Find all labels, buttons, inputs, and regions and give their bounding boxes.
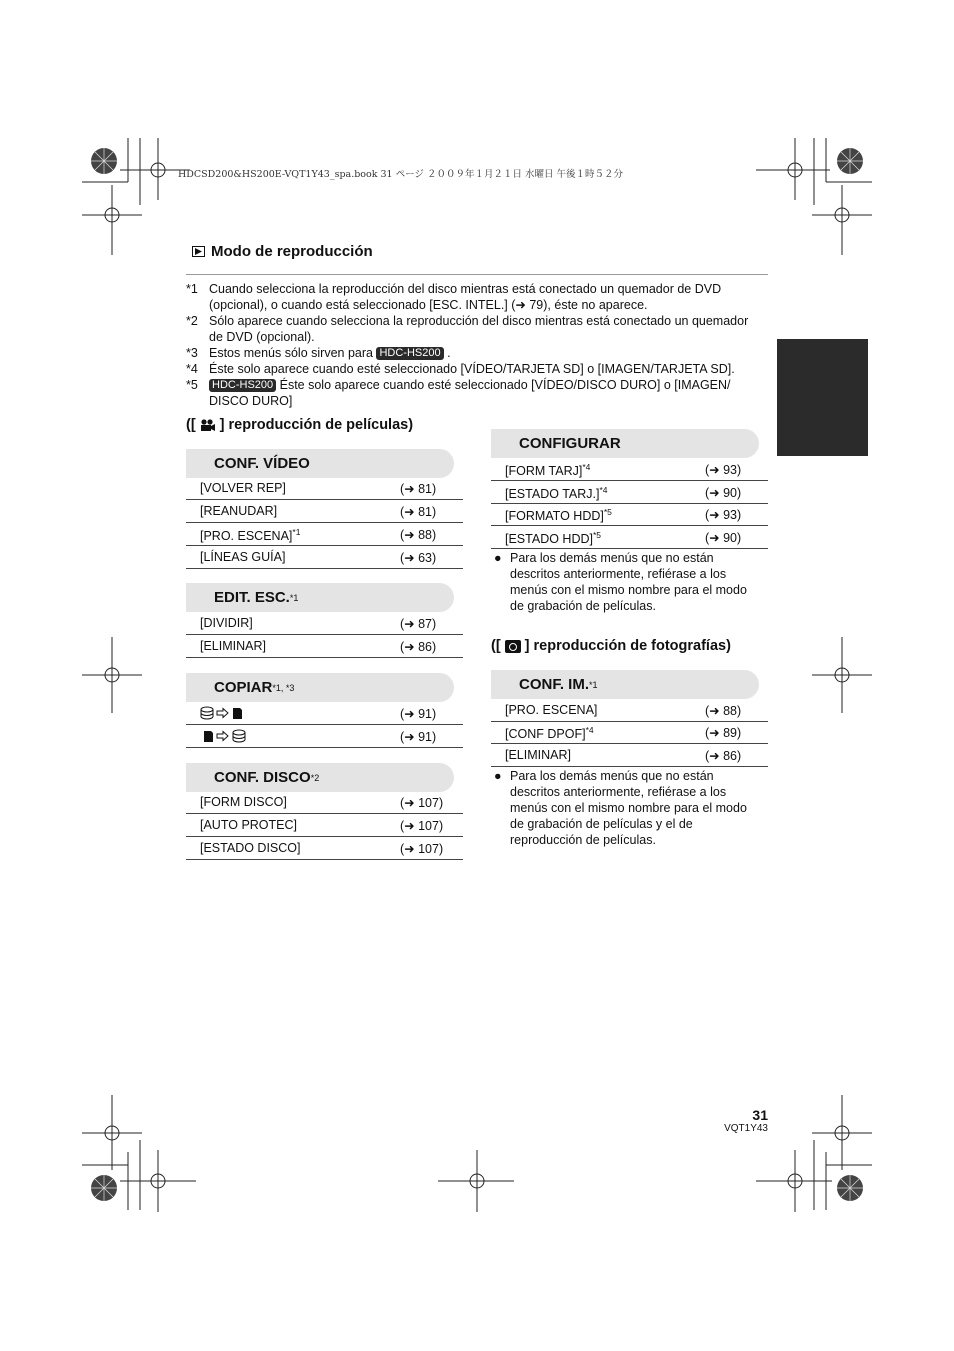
photo-playback-heading <box>491 638 731 654</box>
menu-row <box>186 815 463 837</box>
menu-row <box>491 504 768 526</box>
hdd-to-sd-icons <box>200 706 248 723</box>
document-code: VQT1Y43 <box>724 1123 768 1134</box>
footnote-ref: *4 <box>599 485 608 495</box>
camera-icon <box>505 640 521 653</box>
menu-row <box>491 482 768 504</box>
hdd-icon <box>233 730 245 742</box>
menu-label: [FORM DISCO] <box>200 795 287 809</box>
bracket-open: ([ <box>491 638 501 654</box>
conf-im-bar <box>491 670 759 699</box>
hdd-icon <box>201 707 213 719</box>
menu-label: [LÍNEAS GUÍA] <box>200 550 286 564</box>
footnote-post: Éste solo aparece cuando esté seleccionado [VÍDEO/DISCO DURO] o [IMAGEN/ DISCO DURO] <box>209 378 731 408</box>
menu-label <box>505 462 590 478</box>
page-ref: (➜ 91) <box>400 707 437 721</box>
footnote-ref: *5 <box>603 507 612 517</box>
menu-row <box>186 636 463 658</box>
side-tab <box>777 339 868 456</box>
menu-label-text: [ESTADO TARJ.] <box>505 487 600 502</box>
page-ref: (➜ 87) <box>400 617 437 631</box>
footnote-mark: *1 <box>186 282 198 296</box>
arrow-icon <box>217 732 228 741</box>
page-ref: (➜ 88) <box>705 704 742 718</box>
footnote-ref: *4 <box>585 725 594 735</box>
page-ref: (➜ 86) <box>705 749 742 763</box>
footnote-mark: *3 <box>186 346 198 360</box>
menu-label <box>505 530 601 546</box>
footnote-ref: *1 <box>589 679 598 690</box>
menu-label: [PRO. ESCENA] <box>505 703 598 717</box>
menu-row <box>186 501 463 523</box>
bracket-close-text: ] reproducción de fotografías) <box>524 638 731 654</box>
footnote-mark: *4 <box>186 362 198 376</box>
footnote-pre: Estos menús sólo sirven para <box>209 346 373 360</box>
footnote-text <box>209 345 764 361</box>
page-ref: (➜ 90) <box>705 486 742 500</box>
footnote-text <box>209 377 764 409</box>
copiar-bar <box>186 673 454 702</box>
sd-card-icon <box>233 708 242 719</box>
menu-label-text: [FORMATO HDD] <box>505 509 604 524</box>
footnote-ref: *1, *3 <box>272 682 295 693</box>
menu-row <box>491 700 768 722</box>
movie-playback-heading <box>186 417 413 433</box>
footnote-ref: *1 <box>292 527 301 537</box>
page-ref: (➜ 86) <box>400 640 437 654</box>
menu-row <box>491 527 768 549</box>
sd-card-icon <box>204 731 213 742</box>
footnote-ref: *2 <box>310 772 320 783</box>
footnote-ref: *5 <box>592 530 602 540</box>
page-ref: (➜ 93) <box>705 508 742 522</box>
footnote-text: Cuando selecciona la reproducción del disco mientras está conectado un quemador de DVD (opcional), o cuando está seleccionado [ESC. INTEL.] (➜ 79), éste no aparece. <box>209 282 722 312</box>
menu-row <box>186 547 463 569</box>
page-ref: (➜ 107) <box>400 842 444 856</box>
menu-label-text: [CONF DPOF] <box>505 727 586 742</box>
footnotes <box>186 281 768 411</box>
bullet-icon: ● <box>494 551 502 565</box>
page-ref: (➜ 107) <box>400 819 444 833</box>
page-ref: (➜ 81) <box>400 482 437 496</box>
page-ref: (➜ 91) <box>400 730 437 744</box>
page-ref: (➜ 90) <box>705 531 742 545</box>
menu-row <box>186 838 463 860</box>
menu-label-text: [FORM TARJ] <box>505 464 583 479</box>
play-icon <box>192 246 205 257</box>
menu-row <box>491 459 768 481</box>
configurar-bar <box>491 429 759 458</box>
bullet-icon: ● <box>494 769 502 783</box>
footnote-mark: *5 <box>186 378 198 392</box>
bracket-close-text: ] reproducción de películas) <box>219 417 414 433</box>
page-ref: (➜ 107) <box>400 796 444 810</box>
divider <box>186 274 768 275</box>
menu-label: [ELIMINAR] <box>200 639 266 653</box>
menu-label: [ESTADO DISCO] <box>200 841 301 855</box>
menu-row <box>491 722 768 744</box>
page-ref: (➜ 88) <box>400 528 437 542</box>
page-ref: (➜ 93) <box>705 463 742 477</box>
note-text: Para los demás menús que no están descritos anteriormente, refiérase a los menús con el mismo nombre para el modo de grabación de películas. <box>510 551 747 613</box>
menu-row <box>186 726 463 748</box>
configurar-title: CONFIGURAR <box>519 435 621 452</box>
page-ref: (➜ 81) <box>400 505 437 519</box>
footnote-ref: *1 <box>289 592 299 603</box>
conf-video-title: CONF. VÍDEO <box>214 455 310 472</box>
page-ref: (➜ 63) <box>400 551 437 565</box>
menu-label <box>200 527 300 543</box>
footnote-text: Éste solo aparece cuando esté seleccionado [VÍDEO/TARJETA SD] o [IMAGEN/TARJETA SD]. <box>209 362 735 376</box>
menu-label <box>505 485 608 501</box>
menu-label <box>505 507 612 523</box>
menu-row <box>186 792 463 814</box>
footnote-post: . <box>447 346 451 360</box>
footnote-ref: *4 <box>582 462 591 472</box>
menu-row <box>186 703 463 725</box>
menu-row <box>186 524 463 546</box>
page-number: 31 <box>752 1107 768 1123</box>
page-ref: (➜ 89) <box>705 726 742 740</box>
edit-esc-bar <box>186 583 454 612</box>
arrow-icon <box>217 709 228 718</box>
edit-esc-title: EDIT. ESC. <box>214 589 290 606</box>
menu-label: [REANUDAR] <box>200 504 278 518</box>
menu-label-text: [PRO. ESCENA] <box>200 529 293 544</box>
menu-row <box>491 745 768 767</box>
movie-camera-icon <box>200 419 216 432</box>
conf-im-title: CONF. IM. <box>519 676 589 693</box>
sd-to-hdd-icons <box>200 729 248 746</box>
menu-row <box>186 613 463 635</box>
menu-label <box>505 725 594 741</box>
menu-row <box>186 478 463 500</box>
menu-label-text: [ESTADO HDD] <box>505 532 593 547</box>
conf-disco-bar <box>186 763 454 792</box>
copiar-title: COPIAR <box>214 679 273 696</box>
menu-label: [ELIMINAR] <box>505 748 571 762</box>
menu-label: [VOLVER REP] <box>200 481 286 495</box>
note-text: Para los demás menús que no están descritos anteriormente, refiérase a los menús con el mismo nombre para el modo de grabación de películas y el de reproducción de películas. <box>510 769 747 847</box>
model-badge: HDC-HS200 <box>209 379 276 392</box>
menu-label: [AUTO PROTEC] <box>200 818 298 832</box>
model-badge: HDC-HS200 <box>376 347 443 360</box>
conf-disco-title: CONF. DISCO <box>214 769 311 786</box>
menu-label: [DIVIDIR] <box>200 616 253 630</box>
conf-video-bar <box>186 449 454 478</box>
bracket-open: ([ <box>186 417 196 433</box>
mode-heading-text: Modo de reproducción <box>211 243 373 260</box>
print-header: HDCSD200&HS200E-VQT1Y43_spa.book 31 ページ ２００９年１月２１日 水曜日 午後１時５２分 <box>178 169 623 180</box>
note-photos <box>494 768 764 854</box>
footnote-text: Sólo aparece cuando selecciona la reproducción del disco mientras está conectado un quemador de DVD (opcional). <box>209 314 749 344</box>
mode-heading <box>192 243 373 260</box>
note-movies <box>494 550 764 620</box>
footnote-mark: *2 <box>186 314 198 328</box>
